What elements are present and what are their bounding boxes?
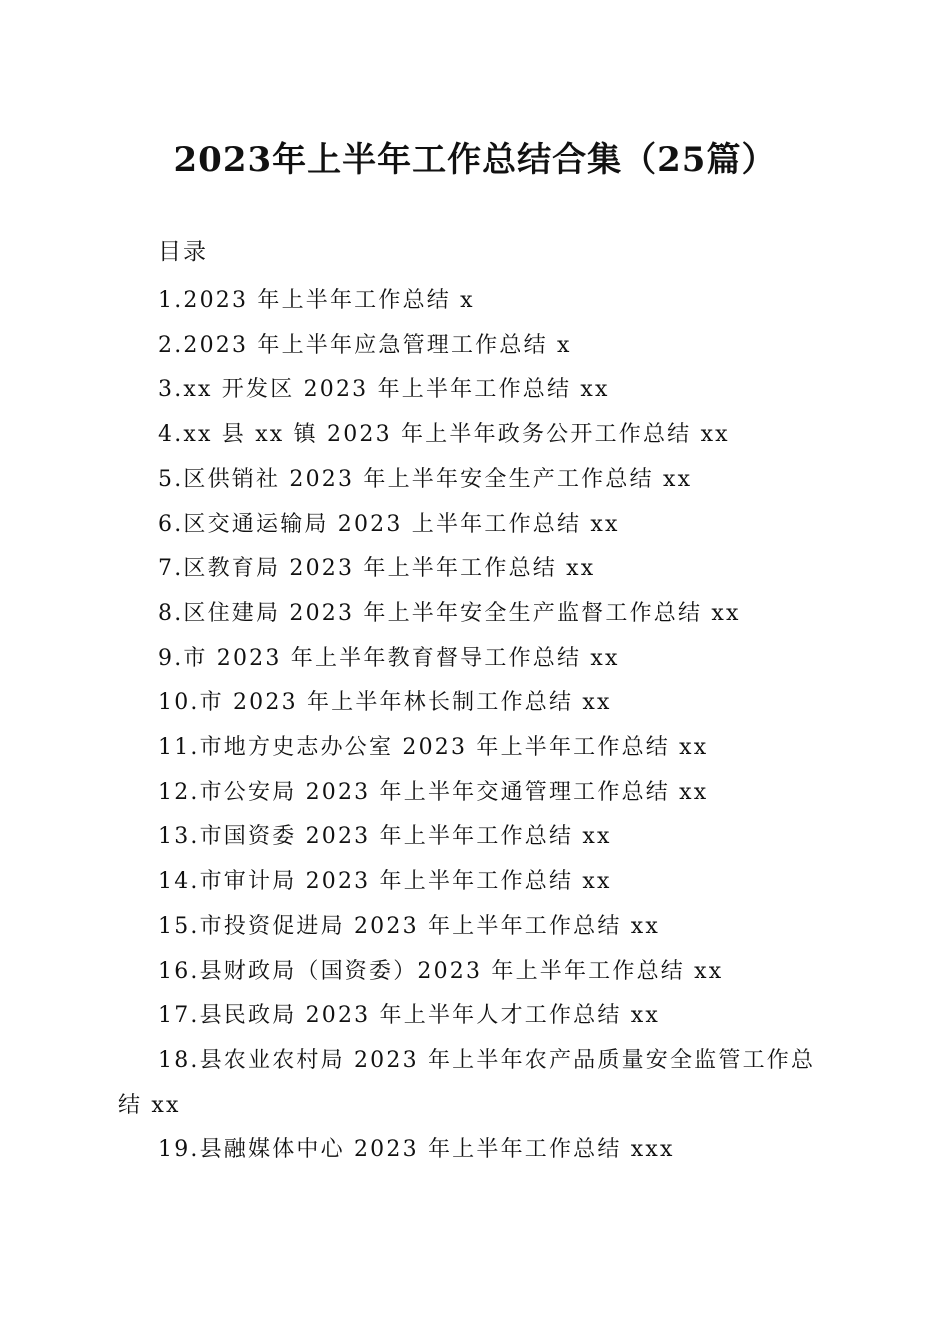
toc-item-2: 2.2023 年上半年应急管理工作总结 x — [158, 332, 572, 358]
toc-item-14: 14.市审计局 2023 年上半年工作总结 xx — [158, 869, 612, 895]
toc-item-18: 18.县农业农村局 2023 年上半年农产品质量安全监管工作总结 xx — [118, 1047, 816, 1118]
toc-item-19: 19.县融媒体中心 2023 年上半年工作总结 xxx — [158, 1137, 675, 1163]
toc-item-15: 15.市投资促进局 2023 年上半年工作总结 xx — [158, 913, 660, 939]
toc-heading: 目录 — [158, 239, 208, 265]
toc-item-8: 8.区住建局 2023 年上半年安全生产监督工作总结 xx — [158, 600, 741, 626]
toc-list — [118, 279, 830, 1173]
toc-item-5: 5.区供销社 2023 年上半年安全生产工作总结 xx — [158, 466, 693, 492]
toc-item-17: 17.县民政局 2023 年上半年人才工作总结 xx — [158, 1003, 660, 1029]
toc-item-10: 10.市 2023 年上半年林长制工作总结 xx — [158, 690, 612, 716]
toc-item-6: 6.区交通运输局 2023 上半年工作总结 xx — [158, 511, 620, 537]
toc-item-13: 13.市国资委 2023 年上半年工作总结 xx — [158, 824, 612, 850]
toc-item-16: 16.县财政局（国资委）2023 年上半年工作总结 xx — [158, 958, 724, 984]
toc-item-11: 11.市地方史志办公室 2023 年上半年工作总结 xx — [158, 735, 709, 761]
toc-item-3: 3.xx 开发区 2023 年上半年工作总结 xx — [158, 377, 610, 403]
document-title: 2023年上半年工作总结合集（25篇） — [173, 140, 777, 180]
toc-item-4: 4.xx 县 xx 镇 2023 年上半年政务公开工作总结 xx — [158, 422, 730, 448]
toc-item-1: 1.2023 年上半年工作总结 x — [158, 288, 475, 313]
toc-item-7: 7.区教育局 2023 年上半年工作总结 xx — [158, 556, 596, 582]
toc-item-12: 12.市公安局 2023 年上半年交通管理工作总结 xx — [158, 779, 709, 805]
toc-item-9: 9.市 2023 年上半年教育督导工作总结 xx — [158, 645, 620, 671]
